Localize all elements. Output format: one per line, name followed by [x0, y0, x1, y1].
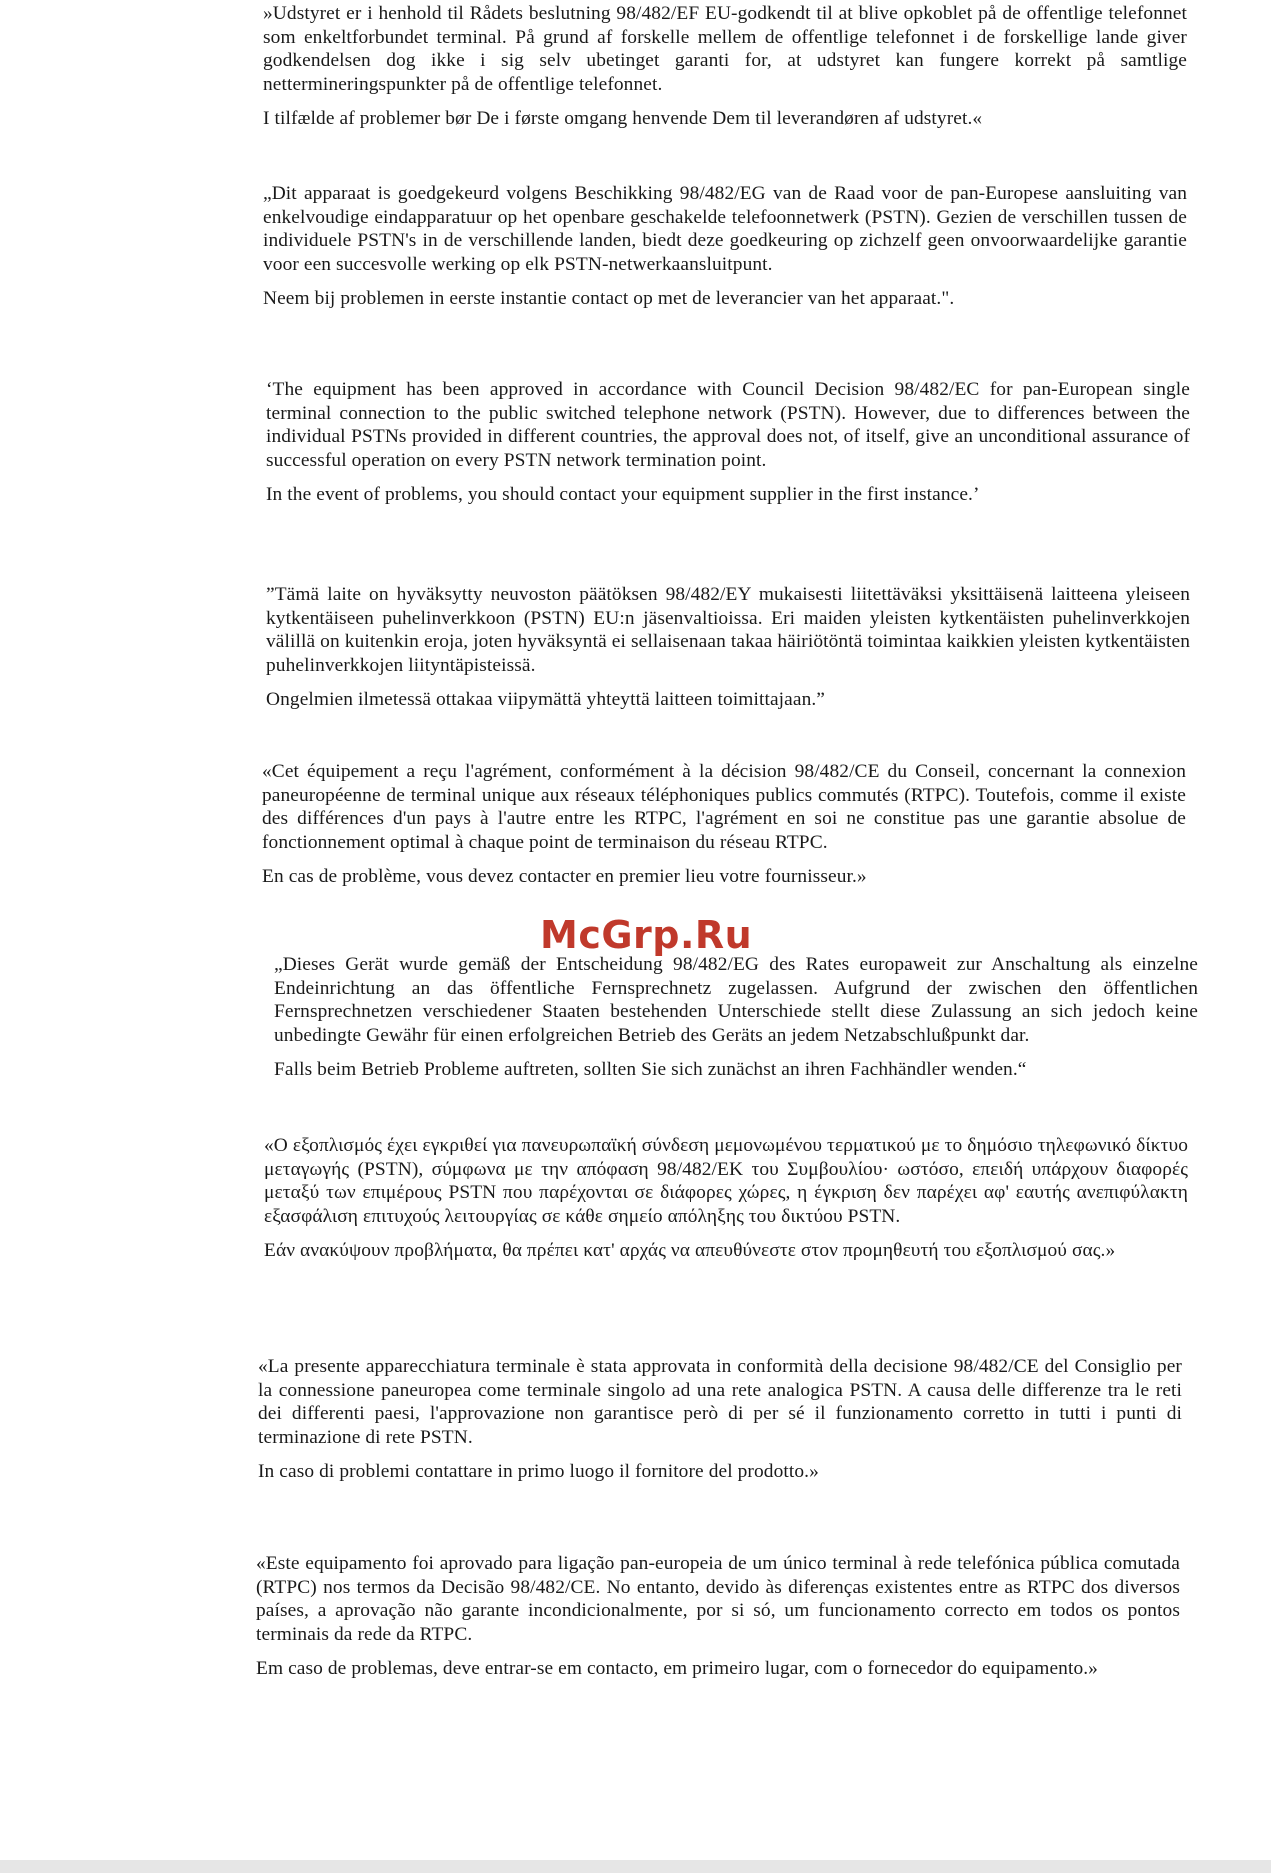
- site-watermark: McGrp.Ru: [540, 913, 753, 957]
- french-paragraph-1: «Cet équipement a reçu l'agrément, conformément à la décision 98/482/CE du Conseil, concernant la connexion paneuropéenne de terminal unique aux réseaux téléphoniques publics commutés (RTPC). Toutefois, comme il existe des différences d'un pays à l'autre entre les RTPC, l'agrément en soi ne constitue pas une garantie absolue de fonctionnement optimal à chaque point de terminaison du réseau RTPC.: [262, 761, 1186, 854]
- english-paragraph-1: ‘The equipment has been approved in accordance with Council Decision 98/482/EC for pan-European single terminal connection to the public switched telephone network (PSTN). However, due to differences between the individual PSTNs provided in different countries, the approval does not, of itself, give an unconditional assurance of successful operation on every PSTN network termination point.: [266, 379, 1190, 472]
- portuguese-paragraph-2: Em caso de problemas, deve entrar-se em contacto, em primeiro lugar, com o fornecedor do equipamento.»: [256, 1657, 1098, 1679]
- section-english: [266, 378, 1190, 507]
- finnish-paragraph-1: ”Tämä laite on hyväksytty neuvoston päätöksen 98/482/EY mukaisesti liitettäväksi yksittäisenä laitteena yleiseen kytkentäiseen puhelinverkkoon (PSTN) EU:n jäsenvaltioissa. Eri maiden yleisten kytkentäisten puhelinverkkojen välillä on kuitenkin eroja, joten hyväksyntä ei sellaisenaan takaa häiriötöntä toimintaa kaikkien yleisten kytkentäisten puhelinverkkojen liityntäpisteissä.: [266, 584, 1190, 677]
- greek-paragraph-1: «Ο εξοπλισμός έχει εγκριθεί για πανευρωπαϊκή σύνδεση μεμονωμένου τερματικού με το δημόσιο τηλεφωνικό δίκτυο μεταγωγής (PSTN), σύμφωνα με την απόφαση 98/482/ΕΚ του Συμβουλίου· ωστόσο, επειδή υπάρχουν διαφορές μεταξύ των επιμέρους PSTN που παρέχονται σε διάφορες χώρες, η έγκριση δεν παρέχει αφ' εαυτής ανεπιφύλακτη εξασφάλιση επιτυχούς λειτουργίας σε κάθε σημείο απόληξης του δικτύου PSTN.: [264, 1135, 1188, 1228]
- german-paragraph-2: Falls beim Betrieb Probleme auftreten, sollten Sie sich zunächst an ihren Fachhändler wenden.“: [274, 1058, 1027, 1080]
- dutch-paragraph-1: „Dit apparaat is goedgekeurd volgens Beschikking 98/482/EG van de Raad voor de pan-Europese aansluiting van enkelvoudige eindapparatuur op het openbare geschakelde telefoonnetwerk (PSTN). Gezien de verschillen tussen de individuele PSTN's in de verschillende landen, biedt deze goedkeuring op zichzelf geen onvoorwaardelijke garantie voor een succesvolle werking op elk PSTN-netwerkaansluitpunt.: [263, 183, 1187, 276]
- portuguese-paragraph-1: «Este equipamento foi aprovado para ligação pan-europeia de um único terminal à rede telefónica pública comutada (RTPC) nos termos da Decisão 98/482/CE. No entanto, devido às diferenças existentes entre as RTPC dos diversos países, a aprovação não garante incondicionalmente, por si só, um funcionamento correcto em todos os pontos terminais da rede da RTPC.: [256, 1553, 1180, 1646]
- italian-paragraph-2: In caso di problemi contattare in primo luogo il fornitore del prodotto.»: [258, 1460, 819, 1482]
- section-danish: [263, 2, 1187, 131]
- german-paragraph-1: „Dieses Gerät wurde gemäß der Entscheidung 98/482/EG des Rates europaweit zur Anschaltung als einzelne Endeinrichtung an das öffentliche Fernsprechnetz zugelassen. Aufgrund der zwischen den öffentlichen Fernsprechnetzen verschiedener Staaten bestehenden Unterschiede stellt diese Zulassung an sich jedoch keine unbedingte Gewähr für einen erfolgreichen Betrieb des Geräts an jedem Netzabschlußpunkt dar.: [274, 954, 1198, 1047]
- finnish-paragraph-2: Ongelmien ilmetessä ottakaa viipymättä yhteyttä laitteen toimittajaan.”: [266, 688, 826, 710]
- section-greek: [264, 1134, 1188, 1263]
- section-finnish: [266, 583, 1190, 712]
- danish-paragraph-1: »Udstyret er i henhold til Rådets beslutning 98/482/EF EU-godkendt til at blive opkoblet på de offentlige telefonnet som enkeltforbundet terminal. På grund af forskelle mellem de offentlige telefonnet i de forskellige lande giver godkendelsen dog ikke i sig selv ubetinget garanti for, at udstyret kan fungere korrekt på samtlige nettermineringspunkter på de offentlige telefonnet.: [263, 3, 1187, 96]
- french-paragraph-2: En cas de problème, vous devez contacter en premier lieu votre fournisseur.»: [262, 865, 867, 887]
- section-dutch: [263, 182, 1187, 311]
- section-italian: [258, 1355, 1182, 1484]
- english-paragraph-2: In the event of problems, you should contact your equipment supplier in the first instance.’: [266, 483, 980, 505]
- italian-paragraph-1: «La presente apparecchiatura terminale è stata approvata in conformità della decisione 98/482/CE del Consiglio per la connessione paneuropea come terminale singolo ad una rete analogica PSTN. A causa delle differenze tra le reti dei differenti paesi, l'approvazione non garantisce però di per sé il funzionamento corretto in tutti i punti di terminazione di rete PSTN.: [258, 1356, 1182, 1449]
- section-french: [262, 760, 1186, 889]
- section-german: [274, 953, 1198, 1082]
- dutch-paragraph-2: Neem bij problemen in eerste instantie contact op met de leverancier van het apparaat.".: [263, 287, 955, 309]
- bottom-border-strip: [0, 1860, 1271, 1873]
- danish-paragraph-2: I tilfælde af problemer bør De i første omgang henvende Dem til leverandøren af udstyret.«: [263, 107, 983, 129]
- greek-paragraph-2: Εάν ανακύψουν προβλήματα, θα πρέπει κατ' αρχάς να απευθύνεστε στον προμηθευτή του εξοπλισμού σας.»: [264, 1239, 1116, 1261]
- section-portuguese: [256, 1552, 1180, 1681]
